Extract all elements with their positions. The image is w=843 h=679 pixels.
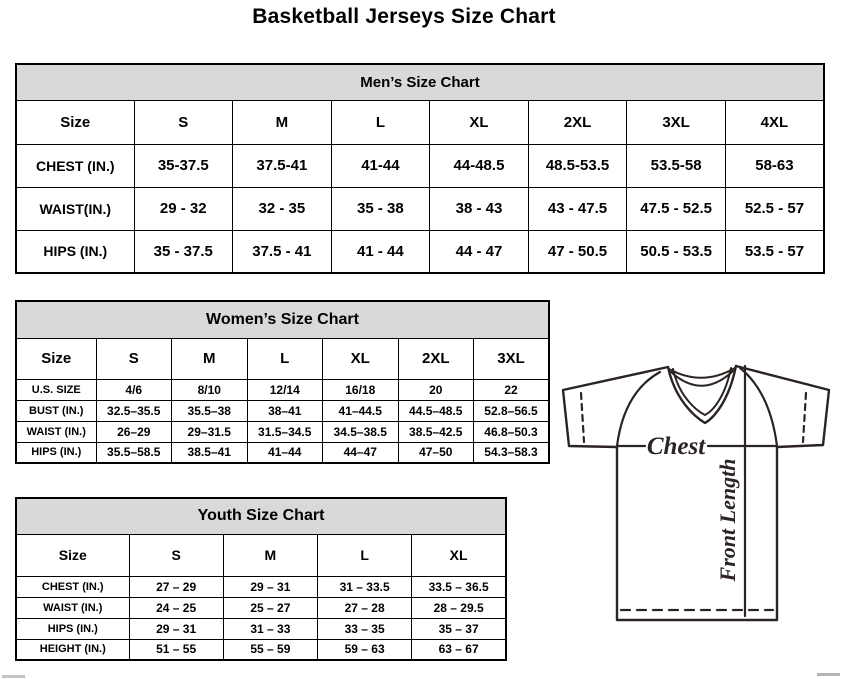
page-title: Basketball Jerseys Size Chart	[252, 5, 556, 28]
size-cell: 31.5–34.5	[247, 421, 323, 442]
table-row	[16, 400, 549, 421]
youth-size-table	[15, 497, 507, 661]
front-length-label: Front Length	[715, 458, 740, 582]
row-label: HEIGHT (IN.)	[16, 639, 129, 660]
size-cell: 38 - 43	[430, 187, 529, 230]
col-header: S	[129, 534, 223, 576]
size-cell: 33.5 – 36.5	[412, 576, 506, 597]
mens-size-table	[15, 63, 825, 274]
table-title-row	[16, 64, 824, 100]
column-header-row	[16, 100, 824, 144]
scrollbar-fragment-right	[817, 673, 840, 676]
scrollbar-fragment-left	[2, 675, 25, 678]
jersey-measurement-diagram	[556, 360, 840, 628]
size-cell: 41-44	[331, 144, 430, 187]
row-label: BUST (IN.)	[16, 400, 96, 421]
col-header: 2XL	[398, 338, 474, 379]
size-cell: 29 – 31	[129, 618, 223, 639]
col-header: M	[223, 534, 317, 576]
col-header: M	[172, 338, 248, 379]
col-header: L	[318, 534, 412, 576]
size-cell: 29 - 32	[134, 187, 233, 230]
row-label: HIPS (IN.)	[16, 618, 129, 639]
size-cell: 24 – 25	[129, 597, 223, 618]
size-cell: 4/6	[96, 379, 172, 400]
table-row	[16, 618, 506, 639]
col-header: S	[96, 338, 172, 379]
col-header: XL	[323, 338, 399, 379]
size-cell: 38–41	[247, 400, 323, 421]
table-row	[16, 639, 506, 660]
col-header: 3XL	[474, 338, 550, 379]
col-header: L	[331, 100, 430, 144]
size-cell: 12/14	[247, 379, 323, 400]
size-cell: 41–44	[247, 442, 323, 463]
size-cell: 63 – 67	[412, 639, 506, 660]
size-cell: 8/10	[172, 379, 248, 400]
row-label: U.S. SIZE	[16, 379, 96, 400]
size-cell: 53.5 - 57	[725, 230, 824, 273]
size-cell: 35 - 38	[331, 187, 430, 230]
size-cell: 41–44.5	[323, 400, 399, 421]
size-cell: 35 - 37.5	[134, 230, 233, 273]
size-cell: 38.5–42.5	[398, 421, 474, 442]
size-cell: 47 - 50.5	[528, 230, 627, 273]
row-label: CHEST (IN.)	[16, 144, 134, 187]
size-cell: 37.5-41	[233, 144, 332, 187]
table-row	[16, 187, 824, 230]
size-cell: 44-48.5	[430, 144, 529, 187]
column-header-row	[16, 338, 549, 379]
size-cell: 55 – 59	[223, 639, 317, 660]
size-cell: 50.5 - 53.5	[627, 230, 726, 273]
size-cell: 41 - 44	[331, 230, 430, 273]
size-cell: 29–31.5	[172, 421, 248, 442]
size-cell: 32 - 35	[233, 187, 332, 230]
col-header: L	[247, 338, 323, 379]
size-cell: 31 – 33	[223, 618, 317, 639]
size-cell: 20	[398, 379, 474, 400]
size-cell: 29 – 31	[223, 576, 317, 597]
col-header: 4XL	[725, 100, 824, 144]
size-cell: 46.8–50.3	[474, 421, 550, 442]
size-cell: 28 – 29.5	[412, 597, 506, 618]
row-label: WAIST (IN.)	[16, 421, 96, 442]
size-cell: 27 – 28	[318, 597, 412, 618]
size-cell: 37.5 - 41	[233, 230, 332, 273]
size-cell: 35.5–38	[172, 400, 248, 421]
size-cell: 35 – 37	[412, 618, 506, 639]
size-cell: 22	[474, 379, 550, 400]
size-cell: 32.5–35.5	[96, 400, 172, 421]
size-cell: 47.5 - 52.5	[627, 187, 726, 230]
table-row	[16, 421, 549, 442]
size-cell: 52.5 - 57	[725, 187, 824, 230]
col-header: Size	[16, 338, 96, 379]
size-cell: 51 – 55	[129, 639, 223, 660]
size-cell: 44–47	[323, 442, 399, 463]
size-cell: 35-37.5	[134, 144, 233, 187]
col-header: 3XL	[627, 100, 726, 144]
size-cell: 16/18	[323, 379, 399, 400]
womens-size-table	[15, 300, 550, 464]
row-label: WAIST (IN.)	[16, 597, 129, 618]
table-row	[16, 442, 549, 463]
size-cell: 31 – 33.5	[318, 576, 412, 597]
size-cell: 59 – 63	[318, 639, 412, 660]
size-cell: 44 - 47	[430, 230, 529, 273]
table-row	[16, 144, 824, 187]
table-title-row	[16, 498, 506, 534]
row-label: HIPS (IN.)	[16, 230, 134, 273]
table-row	[16, 576, 506, 597]
size-cell: 27 – 29	[129, 576, 223, 597]
row-label: CHEST (IN.)	[16, 576, 129, 597]
col-header: Size	[16, 534, 129, 576]
col-header: 2XL	[528, 100, 627, 144]
size-cell: 44.5–48.5	[398, 400, 474, 421]
col-header: S	[134, 100, 233, 144]
col-header: Size	[16, 100, 134, 144]
size-cell: 53.5-58	[627, 144, 726, 187]
table-title-row	[16, 301, 549, 338]
youth-chart-title: Youth Size Chart	[16, 498, 506, 534]
table-row	[16, 597, 506, 618]
size-cell: 34.5–38.5	[323, 421, 399, 442]
col-header: XL	[412, 534, 506, 576]
size-cell: 26–29	[96, 421, 172, 442]
row-label: HIPS (IN.)	[16, 442, 96, 463]
size-cell: 54.3–58.3	[474, 442, 550, 463]
table-row	[16, 230, 824, 273]
womens-chart-title: Women’s Size Chart	[16, 301, 549, 338]
size-cell: 47–50	[398, 442, 474, 463]
size-cell: 58-63	[725, 144, 824, 187]
row-label: WAIST(IN.)	[16, 187, 134, 230]
mens-chart-title: Men’s Size Chart	[16, 64, 824, 100]
size-cell: 35.5–58.5	[96, 442, 172, 463]
jersey-outline	[563, 366, 829, 620]
size-cell: 52.8–56.5	[474, 400, 550, 421]
size-cell: 25 – 27	[223, 597, 317, 618]
col-header: M	[233, 100, 332, 144]
table-row	[16, 379, 549, 400]
col-header: XL	[430, 100, 529, 144]
size-cell: 38.5–41	[172, 442, 248, 463]
column-header-row	[16, 534, 506, 576]
size-cell: 43 - 47.5	[528, 187, 627, 230]
size-cell: 33 – 35	[318, 618, 412, 639]
chest-label: Chest	[646, 433, 706, 460]
size-cell: 48.5-53.5	[528, 144, 627, 187]
